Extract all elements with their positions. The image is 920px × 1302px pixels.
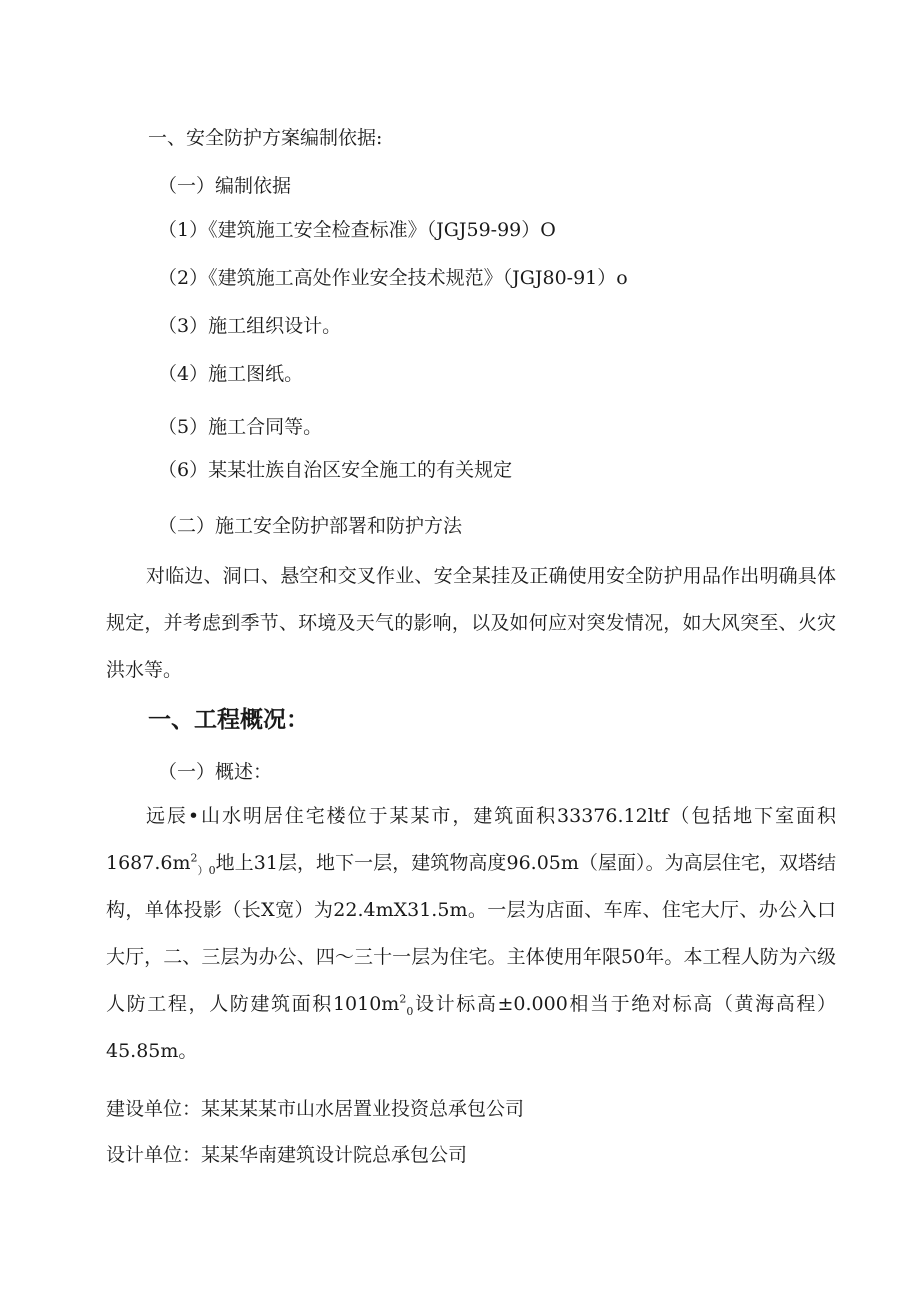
overview-text-part3: 设计标高±0.000相当于绝对标高（黄海高程）45.85m。 bbox=[106, 993, 836, 1062]
basis-item-2: （2）《建筑施工高处作业安全技术规范》（JGJ80-91）o bbox=[158, 267, 628, 289]
overview-text-part2: 地上31层，地下一层，建筑物高度96.05m（屋面）。为高层住宅，双塔结构，单体投影（长X宽）为22.4mX31.5m。一层为店面、车库、住宅大厅、办公入口大厅，二、三层为办公、四～三十一层为住宅。主体使用年限50年。本工程人防为六级人防工程，人防建筑面积1010m bbox=[106, 852, 837, 1015]
subsection-title-deployment: （二）施工安全防护部署和防护方法 bbox=[158, 515, 463, 537]
section-title-overview: 一、工程概况： bbox=[148, 707, 309, 733]
overview-sub-1: ）0 bbox=[197, 863, 216, 877]
basis-item-6: （6）某某壮族自治区安全施工的有关规定 bbox=[158, 459, 513, 481]
basis-item-1: （1）《建筑施工安全检查标准》（JGJ59-99）O bbox=[158, 219, 556, 241]
subsection-title-overview: （一）概述： bbox=[158, 761, 273, 783]
overview-text-part1: 远辰•山水明居住宅楼位于某某市，建筑面积33376.12ltf（包括地下室面积1687.6m bbox=[106, 805, 836, 874]
basis-item-3: （3）施工组织设计。 bbox=[158, 315, 342, 337]
deployment-paragraph: 对临边、洞口、悬空和交叉作业、安全某挂及正确使用安全防护用品作出明确具体规定，并考虑到季节、环境及天气的影响，以及如何应对突发情况，如大风突至、火灾洪水等。 bbox=[106, 565, 836, 681]
design-unit-line: 设计单位：某某华南建筑设计院总承包公司 bbox=[106, 1144, 468, 1166]
overview-paragraph bbox=[106, 793, 836, 1075]
overview-sup-2: 2 bbox=[399, 992, 407, 1006]
section-title-basis: 一、安全防护方案编制依据: bbox=[148, 127, 383, 149]
basis-item-5: （5）施工合同等。 bbox=[158, 416, 323, 438]
overview-sub-2: 0 bbox=[406, 1004, 414, 1018]
subsection-title-basis: （一）编制依据 bbox=[158, 175, 292, 197]
basis-item-4: （4）施工图纸。 bbox=[158, 363, 304, 385]
overview-sup-1: 2 bbox=[190, 851, 198, 865]
construction-unit-line: 建设单位：某某某某市山水居置业投资总承包公司 bbox=[106, 1098, 525, 1120]
